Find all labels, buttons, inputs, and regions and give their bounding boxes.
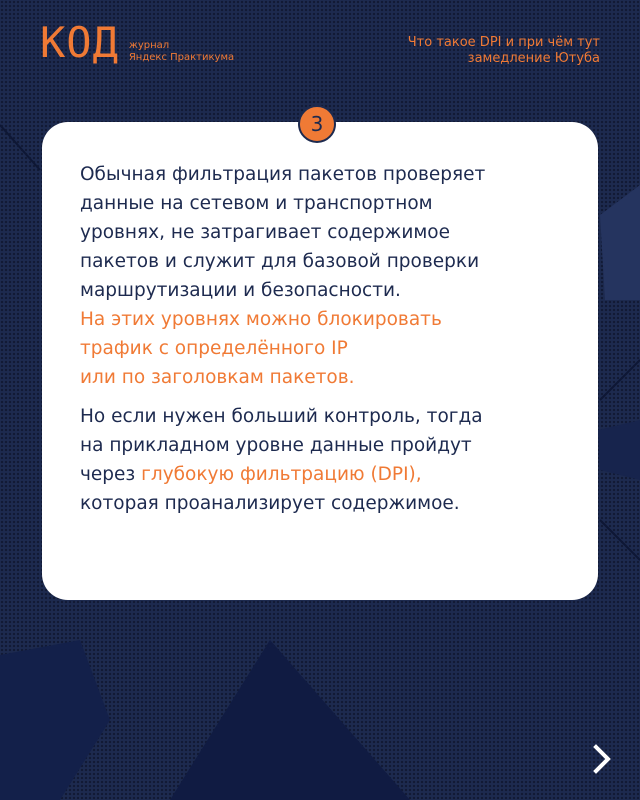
- chevron-right-icon[interactable]: [586, 742, 620, 776]
- logo-subtitle: [129, 40, 234, 64]
- bg-shape-right-mid: [598, 420, 640, 480]
- highlight-line: трафик с определённого IP: [80, 338, 348, 359]
- text-line: Но если нужен больший контроль, тогда: [80, 406, 483, 427]
- logo-subtitle-line1: журнал: [128, 40, 170, 51]
- text-line: маршрутизации и безопасности.: [80, 280, 401, 301]
- bg-line-3: [600, 520, 640, 560]
- text-line: которая проанализирует содержимое.: [80, 493, 460, 514]
- bg-line-2: [600, 360, 640, 400]
- bg-shape-bottom-left: [0, 640, 110, 800]
- highlight-line: или по заголовкам пакетов.: [80, 367, 355, 388]
- paragraph-dpi: [80, 402, 562, 518]
- header: [0, 0, 640, 90]
- paragraph-basic-filtering: [80, 160, 562, 392]
- bg-shape-bottom-center: [170, 640, 410, 800]
- content-card: [42, 122, 598, 600]
- text-line-mixed: [80, 460, 562, 489]
- text-line: пакетов и служит для базовой проверки: [80, 251, 480, 272]
- text-line: на прикладном уровне данные пройдут: [80, 435, 472, 456]
- logo-subtitle-line2: Яндекс Практикума: [128, 52, 235, 63]
- highlight-line: На этих уровнях можно блокировать: [80, 309, 442, 330]
- text-line: данные на сетевом и транспортном: [80, 193, 433, 214]
- article-title: [340, 35, 600, 67]
- dpi-highlight: глубокую фильтрацию (DPI),: [141, 464, 422, 485]
- logo-wordmark: КОД: [40, 18, 119, 67]
- kod-logo[interactable]: [40, 18, 235, 67]
- text-line: Обычная фильтрация пакетов проверяет: [80, 164, 486, 185]
- step-number-badge: 3: [298, 105, 336, 143]
- article-title-line1: Что такое DPI и при чём тут: [407, 35, 600, 50]
- bg-line-1: [0, 125, 40, 170]
- text-prefix: через: [80, 464, 142, 485]
- article-title-line2: замедление Ютуба: [467, 51, 600, 66]
- text-line: уровнях, не затрагивает содержимое: [80, 222, 451, 243]
- bg-shape-top-right: [600, 185, 640, 300]
